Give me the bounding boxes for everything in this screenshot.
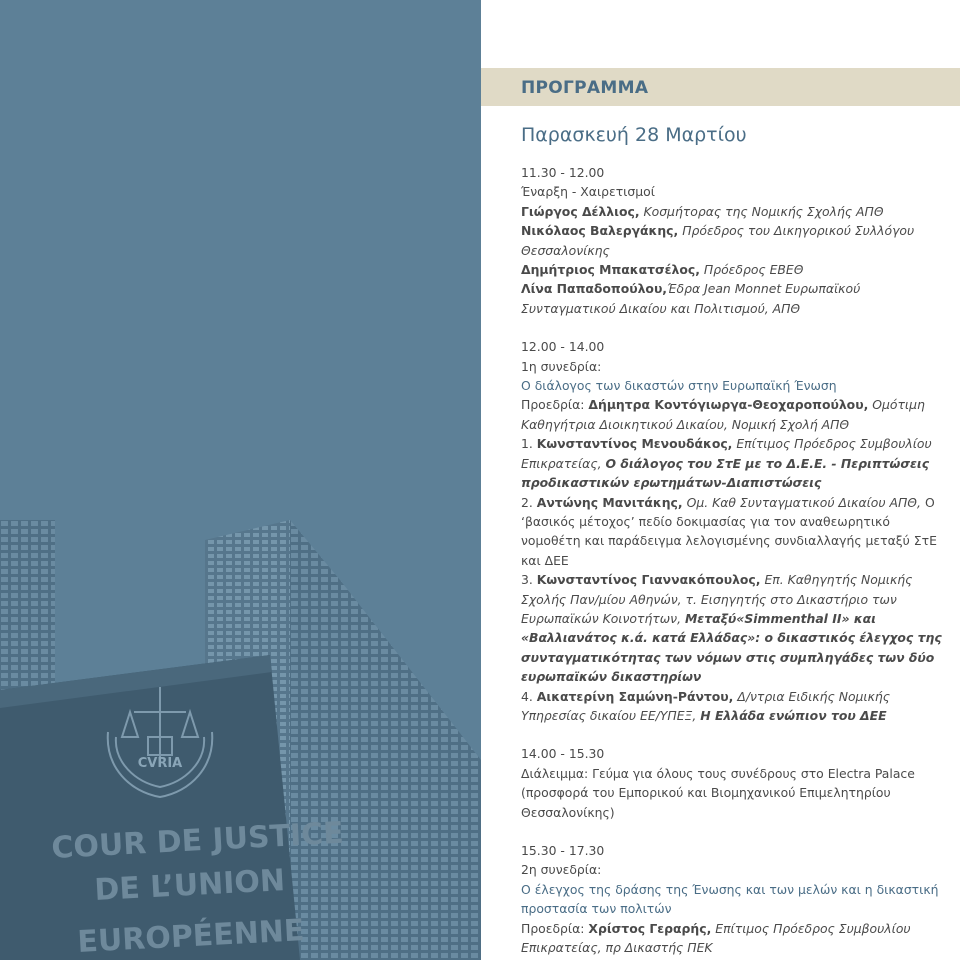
talk-1	[521, 434, 951, 492]
chair-name: Δήμητρα Κοντόγιωργα-Θεοχαροπούλου,	[588, 397, 869, 413]
talk-speaker: Κωνσταντίνος Μενουδάκος,	[536, 436, 733, 452]
session-title: Έναρξη - Χαιρετισμοί	[521, 184, 655, 200]
talk-topic: Η Ελλάδα ενώπιον του ΔΕΕ	[700, 707, 887, 723]
program-header-band	[481, 68, 960, 106]
chair-role: Επίτιμος Πρόεδρος Συμβουλίου Επικρατείας, πρ Δικαστής ΠΕΚ	[521, 920, 911, 956]
talk-role: Δ/ντρια Ειδικής Νομικής Υπηρεσίας δικαίου ΕΕ/ΥΠΕΞ,	[521, 688, 891, 723]
emblem-label: CVRIA	[137, 756, 183, 771]
speaker-role: Έδρα Jean Monnet Ευρωπαϊκού Συνταγματικού Δικαίου και Πολιτισμού, ΑΠΘ	[521, 281, 861, 316]
session-chair	[521, 395, 951, 434]
session-time: 12.00 - 14.00	[521, 339, 605, 355]
speaker	[521, 279, 951, 318]
talk-role: Ομ. Καθ Συνταγματικού Δικαίου ΑΠΘ,	[686, 494, 921, 510]
speaker	[521, 221, 951, 260]
session-label: 2η συνεδρία:	[521, 862, 602, 878]
break-label: Διάλειμμα:	[521, 765, 589, 781]
break-text: Γεύμα για όλους τους συνέδρους στο Electra Palace	[592, 765, 915, 781]
break-note: (προσφορά του Εμπορικού και Βιομηχανικού Επιμελητηρίου Θεσσαλονίκης)	[521, 785, 891, 820]
session-label: 1η συνεδρία:	[521, 358, 602, 374]
session-title: Ο έλεγχος της δράσης της Ένωσης και των μελών και η δικαστική προστασία των πολιτών	[521, 881, 939, 917]
speaker-role: Πρόεδρος του Δικηγορικού Συλλόγου Θεσσαλονίκης	[521, 223, 915, 258]
sign-line-1: COUR DE JUSTICE	[50, 815, 345, 866]
talk-number: 1.	[521, 436, 533, 452]
program-title: ΠΡΟΓΡΑΜΜΑ	[521, 78, 649, 98]
talk-topic: Μεταξύ«Simmenthal II» και «Βαλλιανάτος κ.ά. κατά Ελλάδας»: ο δικαστικός έλεγχος της συνταγματικότητας των νόμων στις συμπληγάδες των δύο ευρωπαϊκών δικαστηρίων	[521, 610, 942, 685]
talk-number: 4.	[521, 688, 533, 704]
session-opening	[521, 163, 951, 318]
session-break	[521, 744, 951, 822]
speaker	[521, 202, 951, 221]
speaker-name: Λίνα Παπαδοπούλου,	[521, 281, 668, 297]
break-details	[521, 764, 951, 783]
sign-line-3: EUROPÉENNE	[76, 913, 306, 960]
program-content	[521, 163, 951, 976]
speaker-name: Νικόλαος Βαλεργάκης,	[521, 223, 679, 239]
talk-topic: Ο ‘βασικός μέτοχος’ πεδίο δοκιμασίας για τον αναθεωρητικό νομοθέτη και παράδειγμα λελογισμένης συνδιαλλαγής μεταξύ ΣτΕ και ΔΕΕ	[521, 494, 937, 568]
session-1	[521, 337, 951, 725]
speaker-name: Γιώργος Δέλλιος,	[521, 203, 640, 219]
talk-speaker: Κωνσταντίνος Γιαννακόπουλος,	[536, 572, 761, 588]
session-time: 14.00 - 15.30	[521, 746, 605, 762]
talk-speaker: Αικατερίνη Σαμώνη-Ράντου,	[536, 688, 734, 704]
talk-4	[521, 687, 951, 726]
talk-3	[521, 570, 951, 686]
speaker-role: Πρόεδρος ΕΒΕΘ	[703, 262, 804, 278]
session-chair	[521, 919, 951, 958]
chair-label: Προεδρία:	[521, 397, 585, 413]
chair-name: Χρίστος Γεραρής,	[588, 920, 712, 936]
day-heading: Παρασκευή 28 Μαρτίου	[521, 124, 747, 146]
talk-role: Επ. Καθηγητής Νομικής Σχολής Παν/μίου Αθηνών, τ. Εισηγητής στο Δικαστήριο των Ευρωπαϊκών Κοινοτήτων,	[521, 572, 913, 626]
speaker-name: Δημήτριος Μπακατσέλος,	[521, 262, 700, 278]
session-title: Ο διάλογος των δικαστών στην Ευρωπαϊκή Ένωση	[521, 378, 837, 394]
talk-number: 2.	[521, 494, 533, 510]
sign-line-2: DE L’UNION	[93, 863, 286, 908]
chair-label: Προεδρία:	[521, 920, 585, 936]
court-building-illustration	[0, 0, 481, 960]
talk-speaker: Αντώνης Μανιτάκης,	[536, 494, 683, 510]
chair-role: Ομότιμη Καθηγήτρια Διοικητικού Δικαίου, Νομική Σχολή ΑΠΘ	[521, 397, 925, 432]
speaker	[521, 260, 951, 279]
talk-role: Επίτιμος Πρόεδρος Συμβουλίου Επικρατείας,	[521, 436, 932, 471]
session-time: 15.30 - 17.30	[521, 843, 605, 858]
talk-number: 3.	[521, 572, 533, 588]
talk-topic: Ο διάλογος του ΣτΕ με το Δ.Ε.Ε. - Περιπτώσεις προδικαστικών ερωτημάτων-Διαπιστώσεις	[521, 455, 930, 491]
talk-2	[521, 493, 951, 571]
cover-photo-panel	[0, 0, 481, 960]
speaker-role: Κοσμήτορας της Νομικής Σχολής ΑΠΘ	[643, 203, 884, 219]
session-2	[521, 841, 951, 957]
session-time: 11.30 - 12.00	[521, 165, 605, 180]
program-panel	[481, 0, 960, 960]
